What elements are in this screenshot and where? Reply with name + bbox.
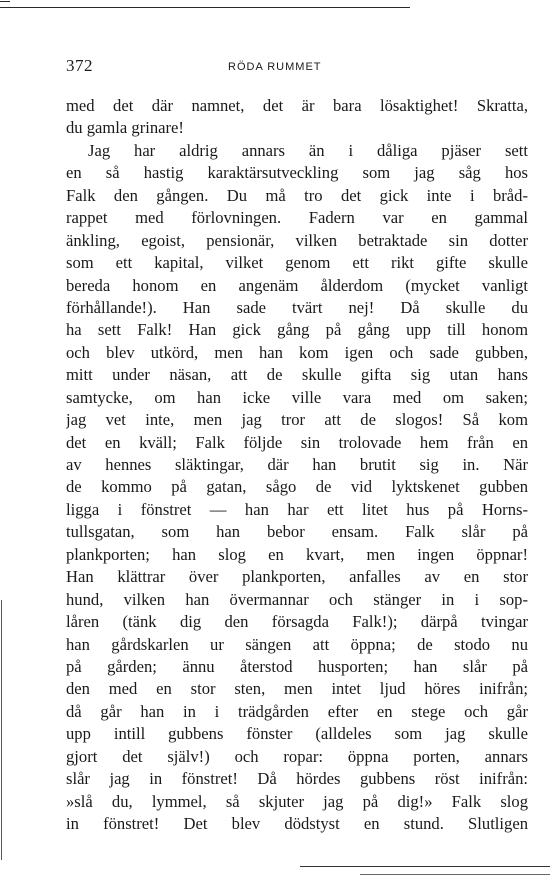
text-line: upp intill gubbens fönster (alldeles som jag skulle	[66, 724, 528, 744]
text-line: de kommo på gatan, sågo de vid lyktskenet gubben	[66, 477, 528, 497]
scan-edge-mark	[0, 1, 10, 2]
text-line: ha sett Falk! Han gick gång på gång upp till honom	[66, 320, 528, 340]
text-line: änkling, egoist, pensionär, vilken betraktade sin dotter	[66, 230, 528, 250]
text-line: förhållande!). Han sade tvärt nej! Då skulle du	[66, 297, 528, 317]
text-line: då går han in i trädgården efter en stege och går	[66, 701, 528, 721]
text-line: och blev utkörd, men han kom igen och sade gubben,	[66, 342, 528, 362]
text-line: med det där namnet, det är bara lösaktighet! Skratta,	[66, 96, 528, 115]
text-line: jag vet inte, men jag tror att de slogos! Så kom	[66, 410, 528, 430]
text-line: som ett kapital, vilket genom ett rikt gifte skulle	[66, 253, 528, 273]
text-line: slår jag in fönstret! Då hördes gubbens röst inifrån:	[66, 769, 528, 789]
text-line: Falk den gången. Du må tro det gick inte i bråd-	[66, 185, 528, 205]
text-line: låren (tänk dig den försagda Falk!); därpå tvingar	[66, 612, 528, 632]
running-head: RÖDA RUMMET	[228, 61, 322, 73]
text-line: bereda honom en angenäm ålderdom (mycket vanligt	[66, 275, 528, 295]
text-line: Han klättrar över plankporten, anfalles av en stor	[66, 567, 528, 587]
scan-edge-line-top	[0, 7, 410, 8]
text-line: rappet med förlovningen. Fadern var en gammal	[66, 208, 528, 228]
body-text	[66, 95, 528, 835]
text-line: tullsgatan, som han bebor ensam. Falk slår på	[66, 522, 528, 542]
text-line: du gamla grinare!	[66, 118, 184, 138]
text-line: av hennes släktingar, där han brutit sig in. När	[66, 455, 528, 474]
text-line: mitt under näsan, att de skulle gifta sig utan hans	[66, 365, 528, 385]
text-line: plankporten; han slog en kvart, men ingen öppnar!	[66, 544, 528, 564]
text-line: han gårdskarlen ur sängen att öppna; de stodo nu	[66, 634, 528, 654]
text-line: »slå du, lymmel, så skjuter jag på dig!» Falk slog	[66, 791, 528, 811]
text-line: en så hastig karaktärsutveckling som jag såg hos	[66, 163, 528, 183]
text-line: den med en stor sten, men intet ljud höres inifrån;	[66, 679, 528, 699]
text-line: Jag har aldrig annars än i dåliga pjäser sett	[88, 140, 528, 160]
scan-edge-line-left	[1, 600, 2, 860]
page-number: 372	[66, 56, 93, 75]
text-line: hund, vilken han övermannar och stänger in i sop-	[66, 589, 528, 609]
text-line: samtycke, om han icke ville vara med om saken;	[66, 387, 528, 407]
text-line: gjort det själv!) och ropar: öppna porten, annars	[66, 746, 528, 766]
text-line: på gården; ännu återstod husporten; han slår på	[66, 656, 528, 676]
page-header	[66, 56, 528, 78]
scan-edge-line-bottom-secondary	[360, 874, 550, 875]
scan-edge-line-bottom	[300, 866, 550, 867]
text-line: in fönstret! Det blev dödstyst en stund. Slutligen	[66, 814, 528, 833]
text-line: ligga i fönstret — han har ett litet hus på Horns-	[66, 499, 528, 519]
text-line: det en kväll; Falk följde sin trolovade hem från en	[66, 432, 528, 452]
